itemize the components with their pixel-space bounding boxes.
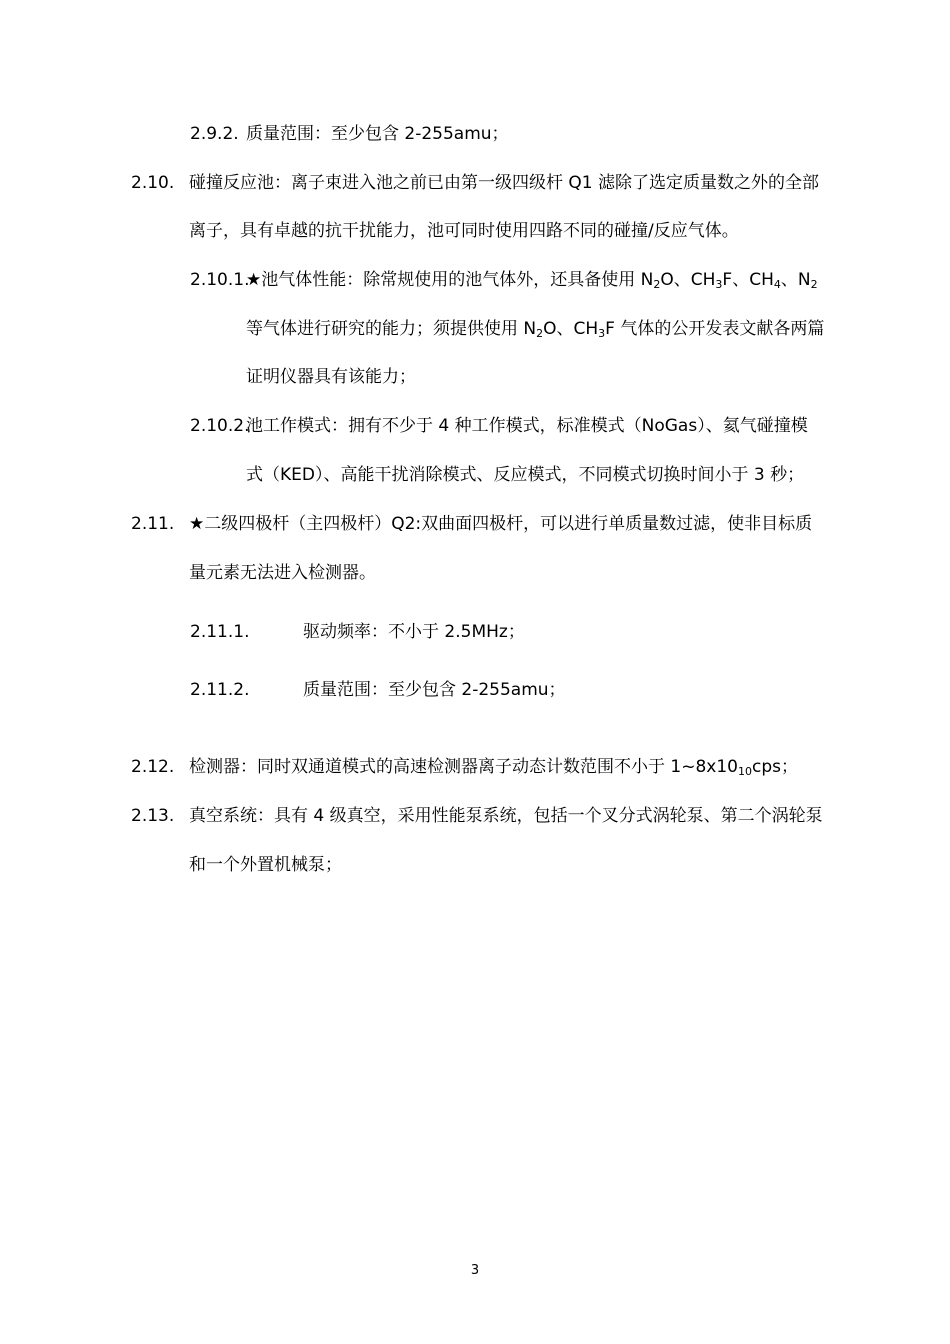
spec-text: 质量范围：至少包含 2-255amu； (246, 124, 509, 144)
subscript: 2 (653, 278, 661, 291)
item-number: 2.11.1. (190, 622, 250, 642)
subscript: 2 (536, 327, 544, 340)
spec-text: 质量范围：至少包含 2-255amu； (303, 680, 566, 700)
subscript: 3 (598, 327, 606, 340)
spec-text: 碰撞反应池：离子束进入池之前已由第一级四级杆 Q1 滤除了选定质量数之外的全部 (189, 173, 820, 193)
item-number: 2.10.1. (190, 270, 250, 290)
spec-text: 离子，具有卓越的抗干扰能力，池可同时使用四路不同的碰撞/反应气体。 (189, 221, 739, 241)
subscript: 3 (715, 278, 723, 291)
spec-text (189, 755, 798, 779)
text-segment: ★池气体性能：除常规使用的池气体外，还具备使用 N (246, 270, 654, 290)
spec-text: 和一个外置机械泵； (189, 855, 342, 875)
text-segment: O、CH (660, 270, 716, 290)
spec-text: 池工作模式：拥有不少于 4 种工作模式，标准模式（NoGas）、氦气碰撞模 (246, 416, 808, 436)
spec-text (246, 317, 824, 341)
text-segment: F 气体的公开发表文献各两篇 (605, 319, 825, 339)
item-number: 2.9.2. (190, 124, 239, 144)
subscript: 4 (773, 278, 781, 291)
page-number: 3 (470, 1263, 480, 1278)
text-segment: 检测器：同时双通道模式的高速检测器离子动态计数范围不小于 1~8x10 (189, 757, 738, 777)
text-segment: 等气体进行研究的能力；须提供使用 N (246, 319, 537, 339)
item-number: 2.11.2. (190, 680, 250, 700)
subscript: 10 (737, 765, 752, 778)
item-number: 2.12. (131, 757, 175, 777)
spec-text (246, 268, 818, 292)
text-segment: O、CH (543, 319, 599, 339)
spec-text: 证明仪器具有该能力； (246, 367, 416, 387)
spec-text: 驱动频率：不小于 2.5MHz； (303, 622, 525, 642)
spec-text: 式（KED）、高能干扰消除模式、反应模式，不同模式切换时间小于 3 秒； (246, 465, 805, 485)
text-segment: F、CH (722, 270, 774, 290)
spec-text: 真空系统：具有 4 级真空，采用性能泵系统，包括一个叉分式涡轮泵、第二个涡轮泵 (189, 806, 823, 826)
spec-text: 量元素无法进入检测器。 (189, 563, 376, 583)
subscript: 2 (810, 278, 818, 291)
item-number: 2.10. (131, 173, 175, 193)
item-number: 2.10.2. (190, 416, 250, 436)
item-number: 2.11. (131, 514, 175, 534)
text-segment: cps； (751, 757, 798, 777)
text-segment: 、N (780, 270, 811, 290)
item-number: 2.13. (131, 806, 175, 826)
spec-text: ★二级四极杆（主四极杆）Q2:双曲面四极杆，可以进行单质量数过滤，使非目标质 (189, 514, 813, 534)
